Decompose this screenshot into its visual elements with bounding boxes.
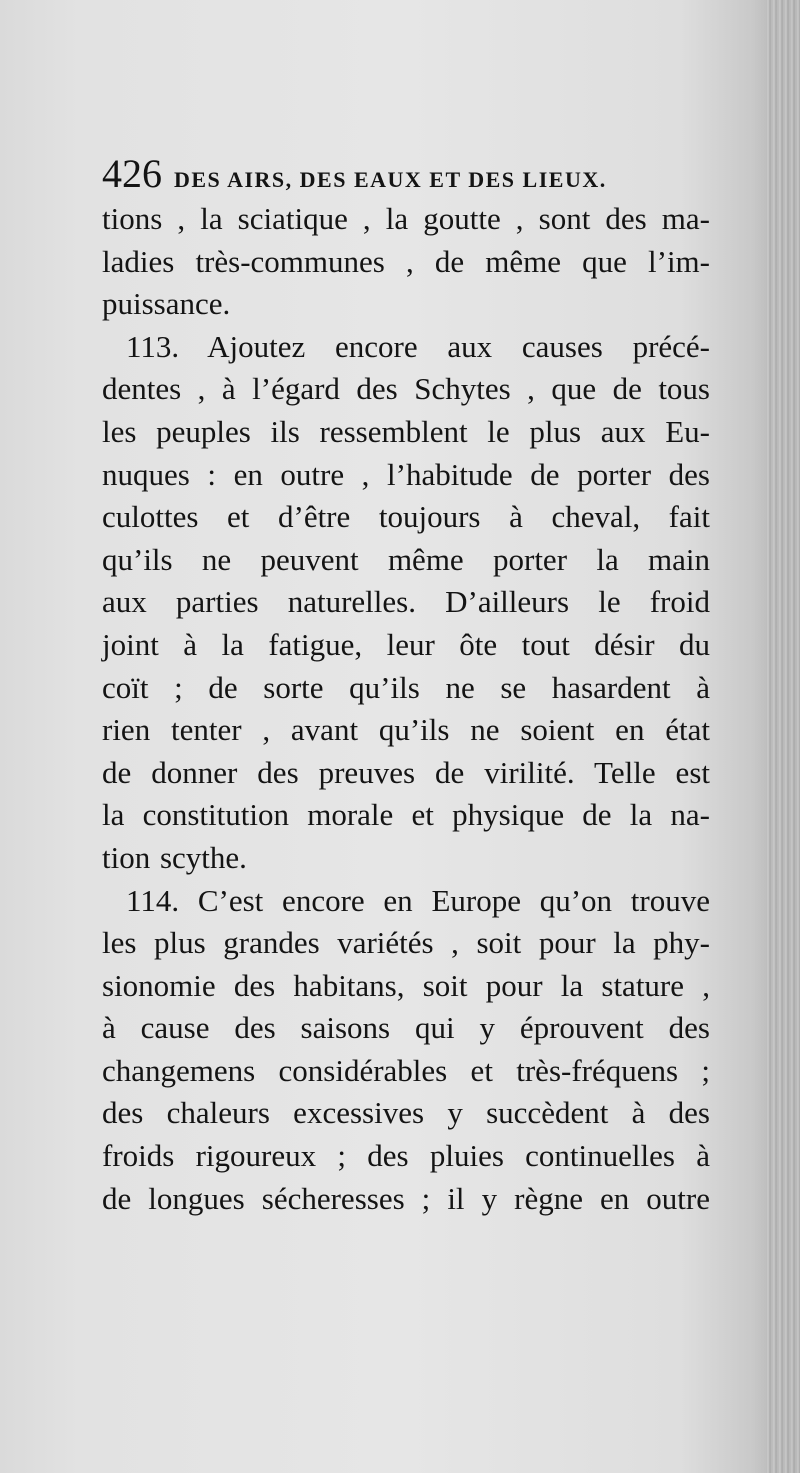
text-line: aux parties naturelles. D’ailleurs le froid xyxy=(102,584,710,620)
text-line: froids rigoureux ; des pluies continuelles à xyxy=(102,1138,710,1174)
text-line: sionomie des habitans, soit pour la stature , xyxy=(102,967,710,1003)
page-header xyxy=(102,150,722,198)
text-line: coït ; de sorte qu’ils ne se hasardent à xyxy=(102,669,710,705)
page-number: 426 xyxy=(102,151,162,196)
text-line: changemens considérables et très-fréquens ; xyxy=(102,1052,710,1088)
text-line: rien tenter , avant qu’ils ne soient en état xyxy=(102,712,710,748)
text-line: la constitution morale et physique de la na- xyxy=(102,797,710,833)
text-line: les peuples ils ressemblent le plus aux Eu- xyxy=(102,413,710,449)
text-line: 113. Ajoutez encore aux causes précé- xyxy=(126,328,710,364)
running-title: DES AIRS, DES EAUX ET DES LIEUX. xyxy=(174,167,607,192)
text-line: tion scythe. xyxy=(102,839,247,875)
text-line: puissance. xyxy=(102,286,231,322)
text-line: tions , la sciatique , la goutte , sont des ma- xyxy=(102,201,710,236)
page-spine-shadow xyxy=(766,0,800,1473)
text-line: joint à la fatigue, leur ôte tout désir du xyxy=(102,626,710,662)
text-line: qu’ils ne peuvent même porter la main xyxy=(102,541,710,577)
text-line: de donner des preuves de virilité. Telle est xyxy=(102,754,710,790)
body-text xyxy=(102,198,710,1220)
text-line: ladies très-communes , de même que l’im- xyxy=(102,243,710,279)
text-line: à cause des saisons qui y éprouvent des xyxy=(102,1010,710,1046)
text-line: culottes et d’être toujours à cheval, fait xyxy=(102,499,710,535)
text-line: nuques : en outre , l’habitude de porter des xyxy=(102,456,710,492)
text-line: des chaleurs excessives y succèdent à des xyxy=(102,1095,710,1131)
text-line: les plus grandes variétés , soit pour la phy- xyxy=(102,925,710,961)
text-line: 114. C’est encore en Europe qu’on trouve xyxy=(126,882,710,918)
text-line: dentes , à l’égard des Schytes , que de tous xyxy=(102,371,710,407)
text-line: de longues sécheresses ; il y règne en outre xyxy=(102,1180,710,1216)
